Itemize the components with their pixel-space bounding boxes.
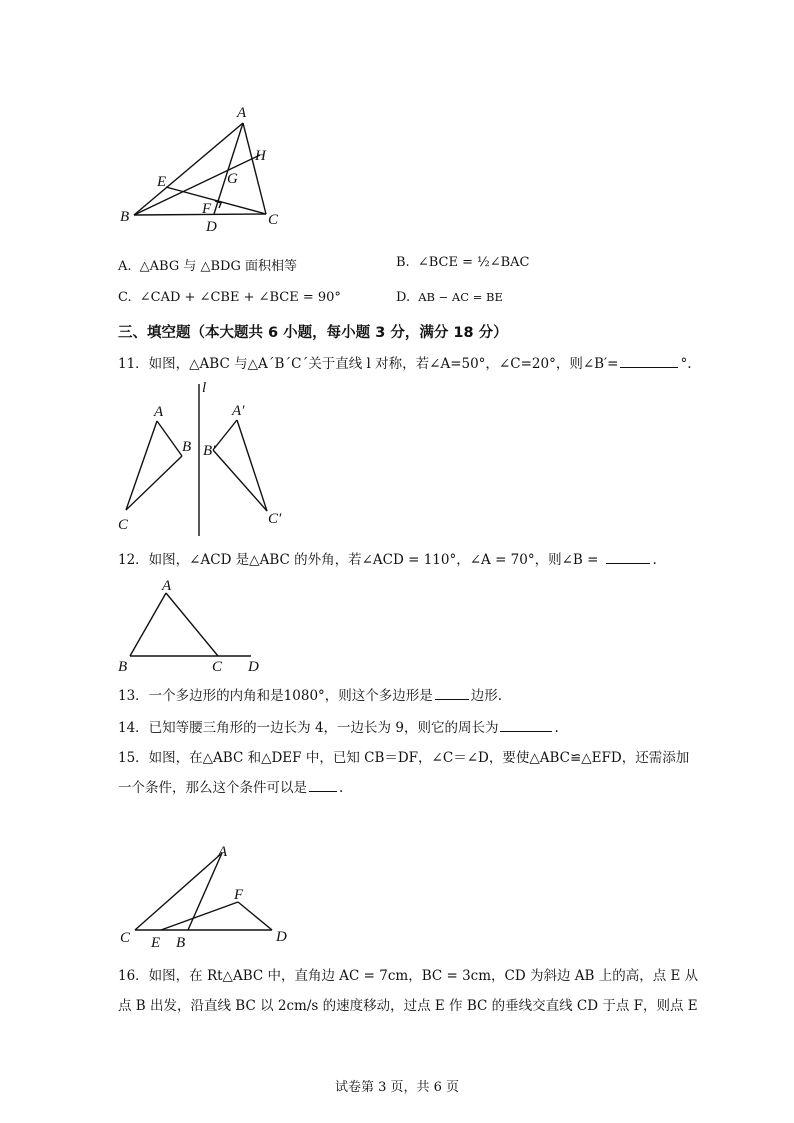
label-g: G bbox=[227, 171, 238, 187]
option-a-letter: A. bbox=[118, 259, 132, 274]
option-b[interactable] bbox=[396, 255, 530, 270]
q11-suffix: °. bbox=[680, 356, 692, 372]
q12-suffix: . bbox=[652, 552, 657, 568]
option-a-text: △ABG 与 △BDG 面积相等 bbox=[139, 259, 297, 274]
question-16-line-2: 点 B 出发，沿直线 BC 以 2cm/s 的速度移动，过点 E 作 BC 的垂线交直线 CD 于点 F，则点 E bbox=[118, 998, 698, 1014]
question-14 bbox=[118, 718, 559, 738]
label-b-prime: B′ bbox=[203, 443, 216, 459]
q15-blank[interactable] bbox=[309, 791, 337, 792]
label-b: B bbox=[176, 935, 186, 951]
label-f: F bbox=[202, 201, 212, 217]
label-c: C bbox=[120, 930, 131, 946]
label-a: A bbox=[218, 844, 228, 860]
question-15-line-2 bbox=[118, 778, 343, 798]
q15-text: 一个条件，那么这个条件可以是 bbox=[118, 780, 307, 796]
label-a: A bbox=[237, 105, 247, 121]
question-16-line-1: 16．如图，在 Rt△ABC 中，直角边 AC = 7cm，BC = 3cm，CD 为斜边 AB 上的高，点 E 从 bbox=[118, 968, 699, 984]
figure-exterior-angle bbox=[110, 576, 280, 676]
q13-blank[interactable] bbox=[435, 699, 469, 700]
label-c-prime: C′ bbox=[268, 511, 282, 527]
option-a[interactable] bbox=[118, 255, 297, 274]
question-15-line-1: 15．如图，在△ABC 和△DEF 中，已知 CB＝DF，∠C＝∠D，要使△ABC≌△EFD，还需添加 bbox=[118, 750, 690, 766]
option-d[interactable] bbox=[396, 290, 503, 305]
option-c-text: ∠CAD + ∠CBE + ∠BCE = 90° bbox=[139, 290, 341, 305]
q12-blank[interactable] bbox=[606, 563, 650, 564]
q15-suffix: . bbox=[339, 780, 344, 796]
label-c: C bbox=[268, 212, 279, 228]
q11-text: 11．如图，△ABC 与△A´B´C´关于直线 l 对称，若∠A=50°，∠C=20°，则∠B′= bbox=[118, 356, 619, 372]
figure-congruent-triangles bbox=[110, 838, 310, 953]
label-f: F bbox=[234, 887, 244, 903]
label-e: E bbox=[151, 935, 161, 951]
label-c: C bbox=[118, 517, 129, 533]
label-e: E bbox=[157, 174, 167, 190]
label-d: D bbox=[276, 929, 287, 945]
section-3-heading: 三、填空题（本大题共 6 小题，每小题 3 分，满分 18 分） bbox=[118, 325, 508, 341]
question-12 bbox=[118, 550, 657, 570]
label-d: D bbox=[206, 219, 217, 235]
q12-text: 12．如图，∠ACD 是△ABC 的外角，若∠ACD = 110°，∠A = 70°，则∠B = bbox=[118, 552, 599, 568]
option-d-text: AB − AC = BE bbox=[418, 290, 503, 304]
q14-blank[interactable] bbox=[500, 731, 552, 732]
figure-symmetric-triangles bbox=[110, 378, 310, 538]
label-c: C bbox=[212, 659, 223, 675]
question-11 bbox=[118, 354, 691, 374]
option-b-text: ∠BCE = ½∠BAC bbox=[417, 255, 530, 270]
option-b-letter: B. bbox=[396, 255, 410, 270]
q14-suffix: . bbox=[554, 720, 559, 736]
label-b: B bbox=[120, 209, 130, 225]
option-c[interactable] bbox=[118, 290, 341, 305]
q14-text: 14．已知等腰三角形的一边长为 4，一边长为 9，则它的周长为 bbox=[118, 720, 499, 736]
label-a: A bbox=[162, 578, 172, 594]
q13-suffix: 边形. bbox=[470, 688, 503, 704]
q11-blank[interactable] bbox=[620, 367, 678, 368]
option-c-letter: C. bbox=[118, 290, 132, 305]
question-13 bbox=[118, 686, 502, 706]
page-footer: 试卷第 3 页，共 6 页 bbox=[334, 1080, 460, 1095]
label-a: A bbox=[154, 404, 164, 420]
label-b: B bbox=[118, 659, 128, 675]
label-h: H bbox=[255, 148, 266, 164]
label-l: l bbox=[202, 380, 207, 396]
option-d-letter: D. bbox=[396, 290, 411, 305]
label-b: B bbox=[182, 439, 192, 455]
label-d: D bbox=[248, 659, 259, 675]
figure-triangle-abc-heights bbox=[110, 100, 310, 240]
label-a-prime: A′ bbox=[232, 403, 245, 419]
q13-text: 13．一个多边形的内角和是1080°，则这个多边形是 bbox=[118, 688, 433, 704]
